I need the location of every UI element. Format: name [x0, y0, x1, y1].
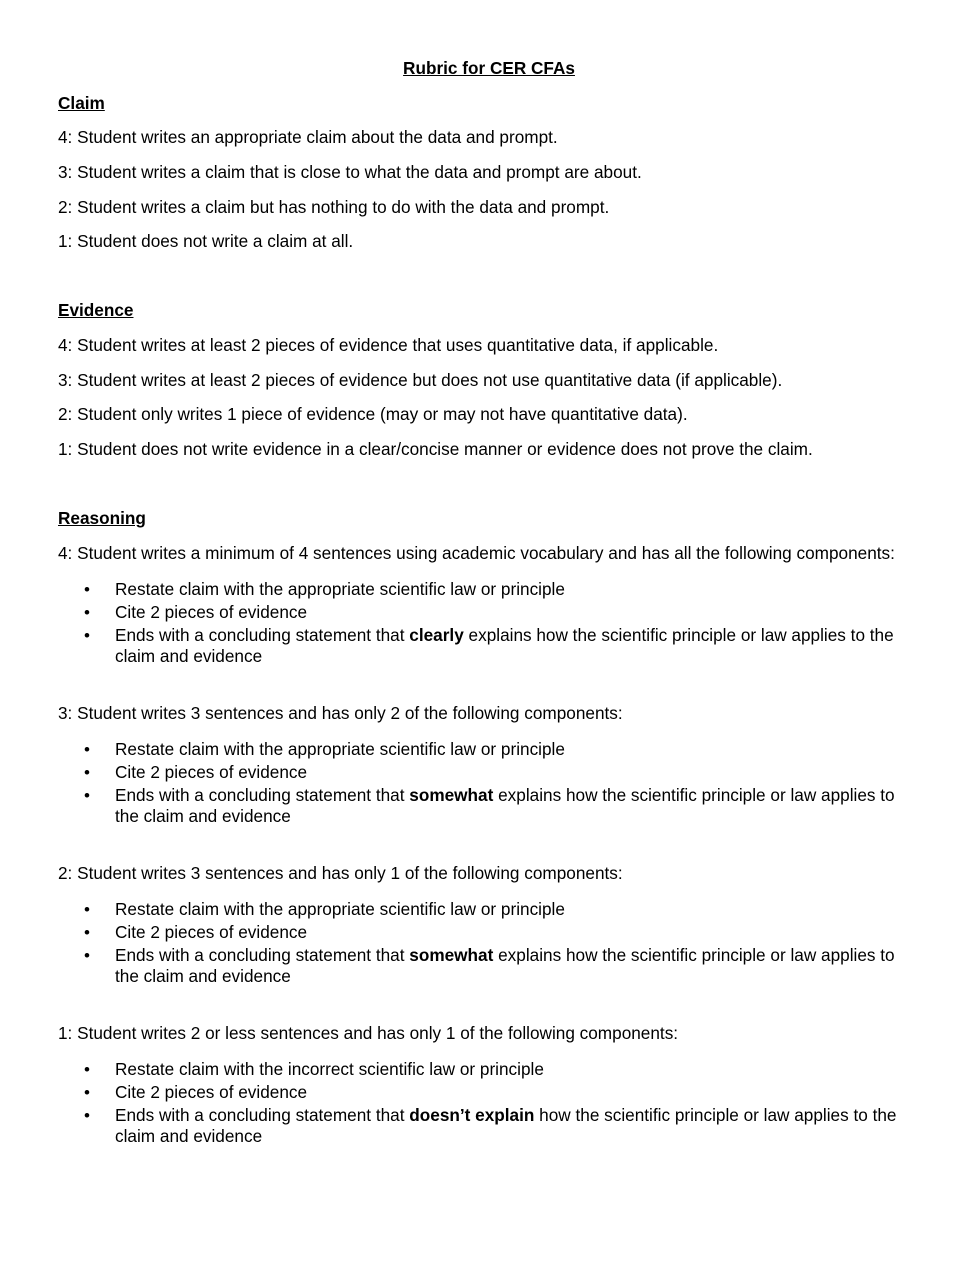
reasoning-level-4-list: [58, 579, 920, 669]
claim-level-2: 2: Student writes a claim but has nothing to do with the data and prompt.: [58, 197, 610, 217]
list-item: • Restate claim with the incorrect scientific law or principle: [84, 1059, 544, 1079]
bullet-icon: •: [84, 946, 90, 965]
reasoning-heading: Reasoning: [58, 508, 146, 528]
claim-level-1: 1: Student does not write a claim at all.: [58, 231, 354, 251]
bullet-icon: •: [84, 626, 90, 645]
evidence-heading: Evidence: [58, 300, 134, 320]
evidence-level-1: 1: Student does not write evidence in a clear/concise manner or evidence does not prove the claim.: [58, 439, 813, 459]
bullet-icon: •: [84, 786, 90, 805]
bullet-icon: •: [84, 603, 90, 622]
bullet-icon: •: [84, 923, 90, 942]
claim-heading: Claim: [58, 93, 105, 113]
reasoning-level-2-intro: 2: Student writes 3 sentences and has only 1 of the following components:: [58, 863, 623, 883]
bullet-icon: •: [84, 1083, 90, 1102]
list-item: • Restate claim with the appropriate scientific law or principle: [84, 579, 565, 599]
claim-level-4: 4: Student writes an appropriate claim about the data and prompt.: [58, 127, 558, 147]
reasoning-level-3-intro: 3: Student writes 3 sentences and has only 2 of the following components:: [58, 703, 623, 723]
bullet-icon: •: [84, 763, 90, 782]
list-item: • Ends with a concluding statement that somewhat explains how the scientific principle or law applies to the claim and evidence: [84, 785, 895, 826]
claim-level-3: 3: Student writes a claim that is close to what the data and prompt are about.: [58, 162, 642, 182]
list-item: • Ends with a concluding statement that clearly explains how the scientific principle or law applies to the claim and evidence: [84, 625, 894, 666]
reasoning-level-3-list: [58, 739, 920, 829]
list-item: • Ends with a concluding statement that somewhat explains how the scientific principle or law applies to the claim and evidence: [84, 945, 895, 986]
bullet-icon: •: [84, 740, 90, 759]
bullet-icon: •: [84, 900, 90, 919]
list-item: • Cite 2 pieces of evidence: [84, 1082, 308, 1102]
bullet-icon: •: [84, 1106, 90, 1125]
evidence-level-2: 2: Student only writes 1 piece of evidence (may or may not have quantitative data).: [58, 404, 688, 424]
bullet-icon: •: [84, 580, 90, 599]
evidence-level-3: 3: Student writes at least 2 pieces of evidence but does not use quantitative data (if applicable).: [58, 370, 783, 390]
page-title: Rubric for CER CFAs: [403, 58, 575, 78]
reasoning-level-2-list: [58, 899, 920, 989]
list-item: • Ends with a concluding statement that doesn’t explain how the scientific principle or law applies to the claim and evidence: [84, 1105, 897, 1146]
reasoning-level-4-intro: 4: Student writes a minimum of 4 sentences using academic vocabulary and has all the following components:: [58, 543, 895, 563]
list-item: • Cite 2 pieces of evidence: [84, 922, 308, 942]
reasoning-level-1-list: [58, 1059, 920, 1149]
list-item: • Restate claim with the appropriate scientific law or principle: [84, 739, 565, 759]
reasoning-level-1-intro: 1: Student writes 2 or less sentences and has only 1 of the following components:: [58, 1023, 679, 1043]
list-item: • Restate claim with the appropriate scientific law or principle: [84, 899, 565, 919]
list-item: • Cite 2 pieces of evidence: [84, 602, 308, 622]
list-item: • Cite 2 pieces of evidence: [84, 762, 308, 782]
bullet-icon: •: [84, 1060, 90, 1079]
evidence-level-4: 4: Student writes at least 2 pieces of evidence that uses quantitative data, if applicable.: [58, 335, 719, 355]
